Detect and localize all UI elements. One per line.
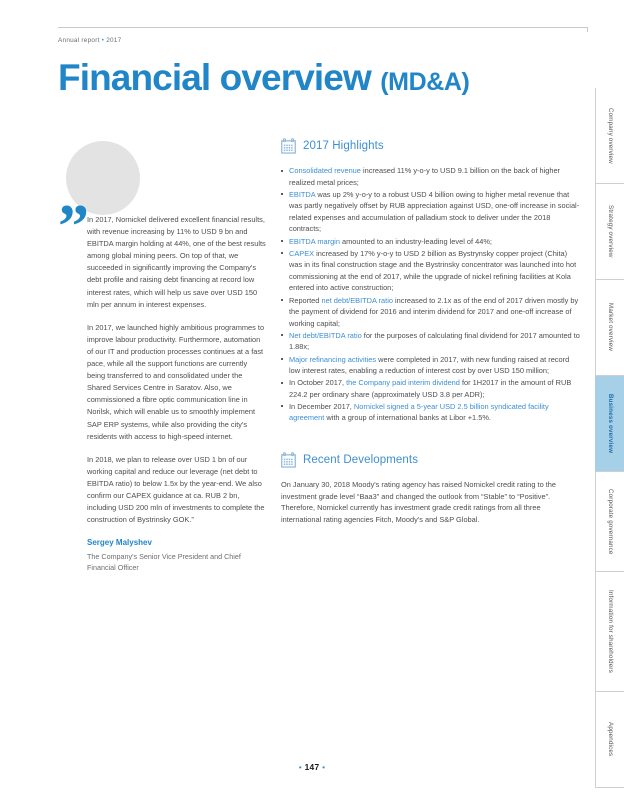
sidebar-tab-market-overview[interactable] — [595, 280, 624, 376]
running-head — [58, 37, 121, 44]
executive-quote — [87, 214, 267, 573]
bullet-text: amounted to an industry-leading level of 44%; — [339, 236, 492, 246]
quote-author-role: The Company's Senior Vice President and Chief Financial Officer — [87, 552, 241, 573]
highlight-term[interactable]: Nornickel signed a 5-year USD 2.5 billion syndicated facility agreement — [289, 401, 549, 423]
highlight-term[interactable]: net debt/EBITDA ratio — [321, 295, 393, 305]
highlight-term[interactable]: EBITDA — [289, 189, 316, 199]
recent-developments-title: Recent Developments — [303, 454, 419, 467]
bullet-text: increased by 17% y-o-y to USD 2 billion as Bystrynsky copper project (Chita) was in its final construction stage and the Bystrinsky concentrator was launched into hot commissioning at the end of 2017, while the upgrade of nickel refining facilities at Kola entered into active construction; — [289, 248, 577, 293]
footer-right-dot: • — [322, 762, 326, 772]
highlight-term[interactable]: Consolidated revenue — [289, 166, 361, 175]
sidebar-tab-appendices[interactable] — [595, 692, 624, 788]
sidebar-tab-information-for-shareholders[interactable] — [595, 572, 624, 692]
sidebar-tab-strategy-overview[interactable] — [595, 184, 624, 280]
page-title-main: Financial overview — [58, 57, 381, 98]
footer-left-dot: • — [298, 762, 302, 772]
highlight-bullet — [281, 236, 581, 248]
bullet-text: increased 11% y-o-y to USD 9.1 billion on the back of higher realized metal prices; — [289, 166, 561, 187]
highlight-bullet — [281, 401, 581, 424]
header-rule-tick — [587, 27, 588, 32]
calendar-icon — [281, 452, 296, 468]
sidebar-tab-label: Company overview — [607, 107, 614, 164]
page-footer — [0, 762, 624, 772]
highlights-section-header — [281, 138, 581, 154]
sidebar-tab-label: Information for shareholders — [607, 590, 614, 673]
quote-paragraph: In 2017, we launched highly ambitious programmes to improve labour productivity. Furthermore, automation of our IT and production processes continues at a fast pace, while all the support functions are currently being transferred to and consolidated under the Shared Services Centre in Saratov. Also, we commissioned a fibre optic communication line in Norilsk, which will enable us to smoothly implement SAP ERP systems, while also providing the city's residents with access to high-speed internet. — [87, 322, 265, 441]
sidebar-tab-company-overview[interactable] — [595, 88, 624, 184]
bullet-text: with a group of international banks at Libor +1.5%. — [324, 413, 491, 423]
sidebar-tab-business-overview[interactable] — [595, 376, 624, 472]
quote-mark-icon: ” — [58, 193, 87, 261]
highlight-term[interactable]: CAPEX — [289, 248, 315, 258]
bullet-text: were completed in 2017, with new funding raised at record low interest rates, enabling a reduction of interest cost by over USD 150 million; — [289, 354, 570, 376]
page-title — [58, 59, 469, 96]
recent-developments-paragraph: On January 30, 2018 Moody's rating agency has raised Nornickel credit rating to the investment grade level “Baa3” and changed the outlook from “Stable” to “Positive”. Therefore, Nornickel currently has investment grade credit ratings from all three international rating agencies Fitch, Moody's and S&P Global. — [281, 480, 557, 524]
page-title-sub: (MD&A) — [380, 68, 470, 96]
running-head-year: 2017 — [106, 37, 122, 44]
highlight-bullet — [281, 295, 581, 330]
highlight-term[interactable]: the Company paid interim dividend — [346, 378, 460, 388]
sidebar-tab-label: Market overview — [607, 303, 614, 352]
recent-developments-section-header — [281, 452, 581, 468]
highlight-term[interactable]: Major refinancing activities — [289, 354, 377, 364]
bullet-text: for 1H2017 in the amount of RUB 224.2 per ordinary share (approximately USD 3.8 per ADR); — [289, 378, 572, 399]
highlight-bullet — [281, 330, 581, 353]
bullet-text: was up 2% y-o-y to a robust USD 4 billion owing to higher metal revenue that was partly negatively offset by RUB appreciation against USD, one-off increase in social-related expenses and accumulation of palladium stock to deliver under the 2018 contracts; — [289, 189, 580, 234]
sidebar-tab-label: Corporate governance — [607, 488, 614, 555]
bullet-text: In December 2017, — [289, 401, 354, 411]
highlight-bullet — [281, 189, 581, 235]
bullet-text: increased to 2.1x as of the end of 2017 driven mostly by the payment of dividend for 2016 and interim dividend for 2017 and one-off increase of working capital; — [289, 295, 579, 328]
sidebar-tab-label: Strategy overview — [607, 205, 614, 258]
running-head-prefix: Annual report — [58, 37, 100, 44]
highlights-list — [281, 165, 581, 424]
calendar-icon — [281, 138, 296, 154]
quote-author-name: Sergey Malyshev — [87, 538, 152, 548]
main-content-column — [281, 138, 581, 525]
highlight-term[interactable]: Net debt/EBITDA ratio — [289, 330, 362, 340]
bullet-text: for the purposes of calculating final dividend for 2017 amounted to 1.88x; — [289, 330, 580, 352]
section-tab-rail — [595, 88, 624, 788]
bullet-text: In October 2017, — [289, 378, 347, 388]
highlight-bullet — [281, 377, 581, 400]
highlight-bullet — [281, 165, 581, 188]
quote-paragraph: In 2017, Nornickel delivered excellent financial results, with revenue increasing by 11% to USD 9 bn and EBITDA margin holding at 44%, one of the best results among global mining peers. On top of that, we succeeded in significantly improving the Company's debt profile and raising debt financing at record low interest rates, which will help us save over USD 150 mln per annum in interest expenses. — [87, 215, 266, 309]
highlight-bullet — [281, 248, 581, 294]
quote-paragraph: In 2018, we plan to release over USD 1 bn of our working capital and reduce our leverage (net debt to EBITDA ratio) to below 1.5x by the year-end. We also confirm our CAPEX guidance at ca. RUB 2 bn, including USD 200 mln of investments to complete the construction of Bystrinsky GOK.” — [87, 454, 265, 525]
sidebar-tab-label: Appendices — [607, 722, 614, 757]
bullet-text: Reported — [289, 295, 322, 305]
highlight-bullet — [281, 354, 581, 377]
sidebar-tab-corporate-governance[interactable] — [595, 472, 624, 572]
highlights-title: 2017 Highlights — [303, 140, 384, 152]
sidebar-tab-label: Business overview — [607, 393, 614, 454]
page-number: 147 — [304, 762, 320, 772]
running-head-separator: • — [101, 37, 105, 44]
highlight-term[interactable]: EBITDA margin — [289, 236, 340, 246]
header-rule — [58, 27, 588, 28]
